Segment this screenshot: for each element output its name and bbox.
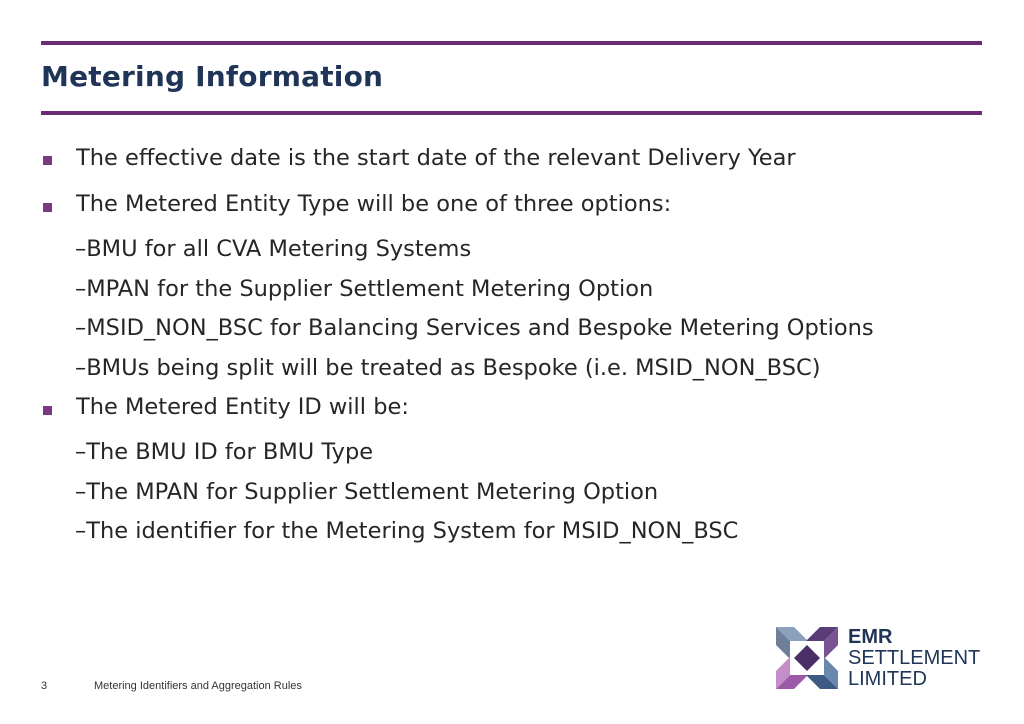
bullet-text: The effective date is the start date of the relevant Delivery Year [76,145,796,171]
sub-bullet-text: –BMUs being split will be treated as Bespoke (i.e. MSID_NON_BSC) [75,355,821,381]
logo-line-settlement: SETTLEMENT [848,647,981,669]
title-divider [41,111,982,115]
top-divider [41,41,982,45]
bullet-text: The Metered Entity ID will be: [76,394,409,420]
sub-bullet-text: –The BMU ID for BMU Type [75,439,374,465]
logo-line-limited: LIMITED [848,668,927,690]
sub-bullet-text: –BMU for all CVA Metering Systems [75,236,472,262]
bullet-text: The Metered Entity Type will be one of three options: [76,191,672,217]
bullet-marker [43,406,52,415]
sub-bullet-text: –The MPAN for Supplier Settlement Metering Option [75,479,659,505]
bullet-marker [43,203,52,212]
bullet-marker [43,156,52,165]
sub-bullet-text: –The identifier for the Metering System for MSID_NON_BSC [75,518,739,544]
sub-bullet-text: –MPAN for the Supplier Settlement Metering Option [75,276,654,302]
footer-title: Metering Identifiers and Aggregation Rules [94,680,302,692]
logo-text [848,627,980,690]
page-number: 3 [41,680,48,692]
page-title: Metering Information [41,60,384,93]
logo-line-emr: EMR [848,626,893,648]
sub-bullet-text: –MSID_NON_BSC for Balancing Services and Bespoke Metering Options [75,315,874,341]
